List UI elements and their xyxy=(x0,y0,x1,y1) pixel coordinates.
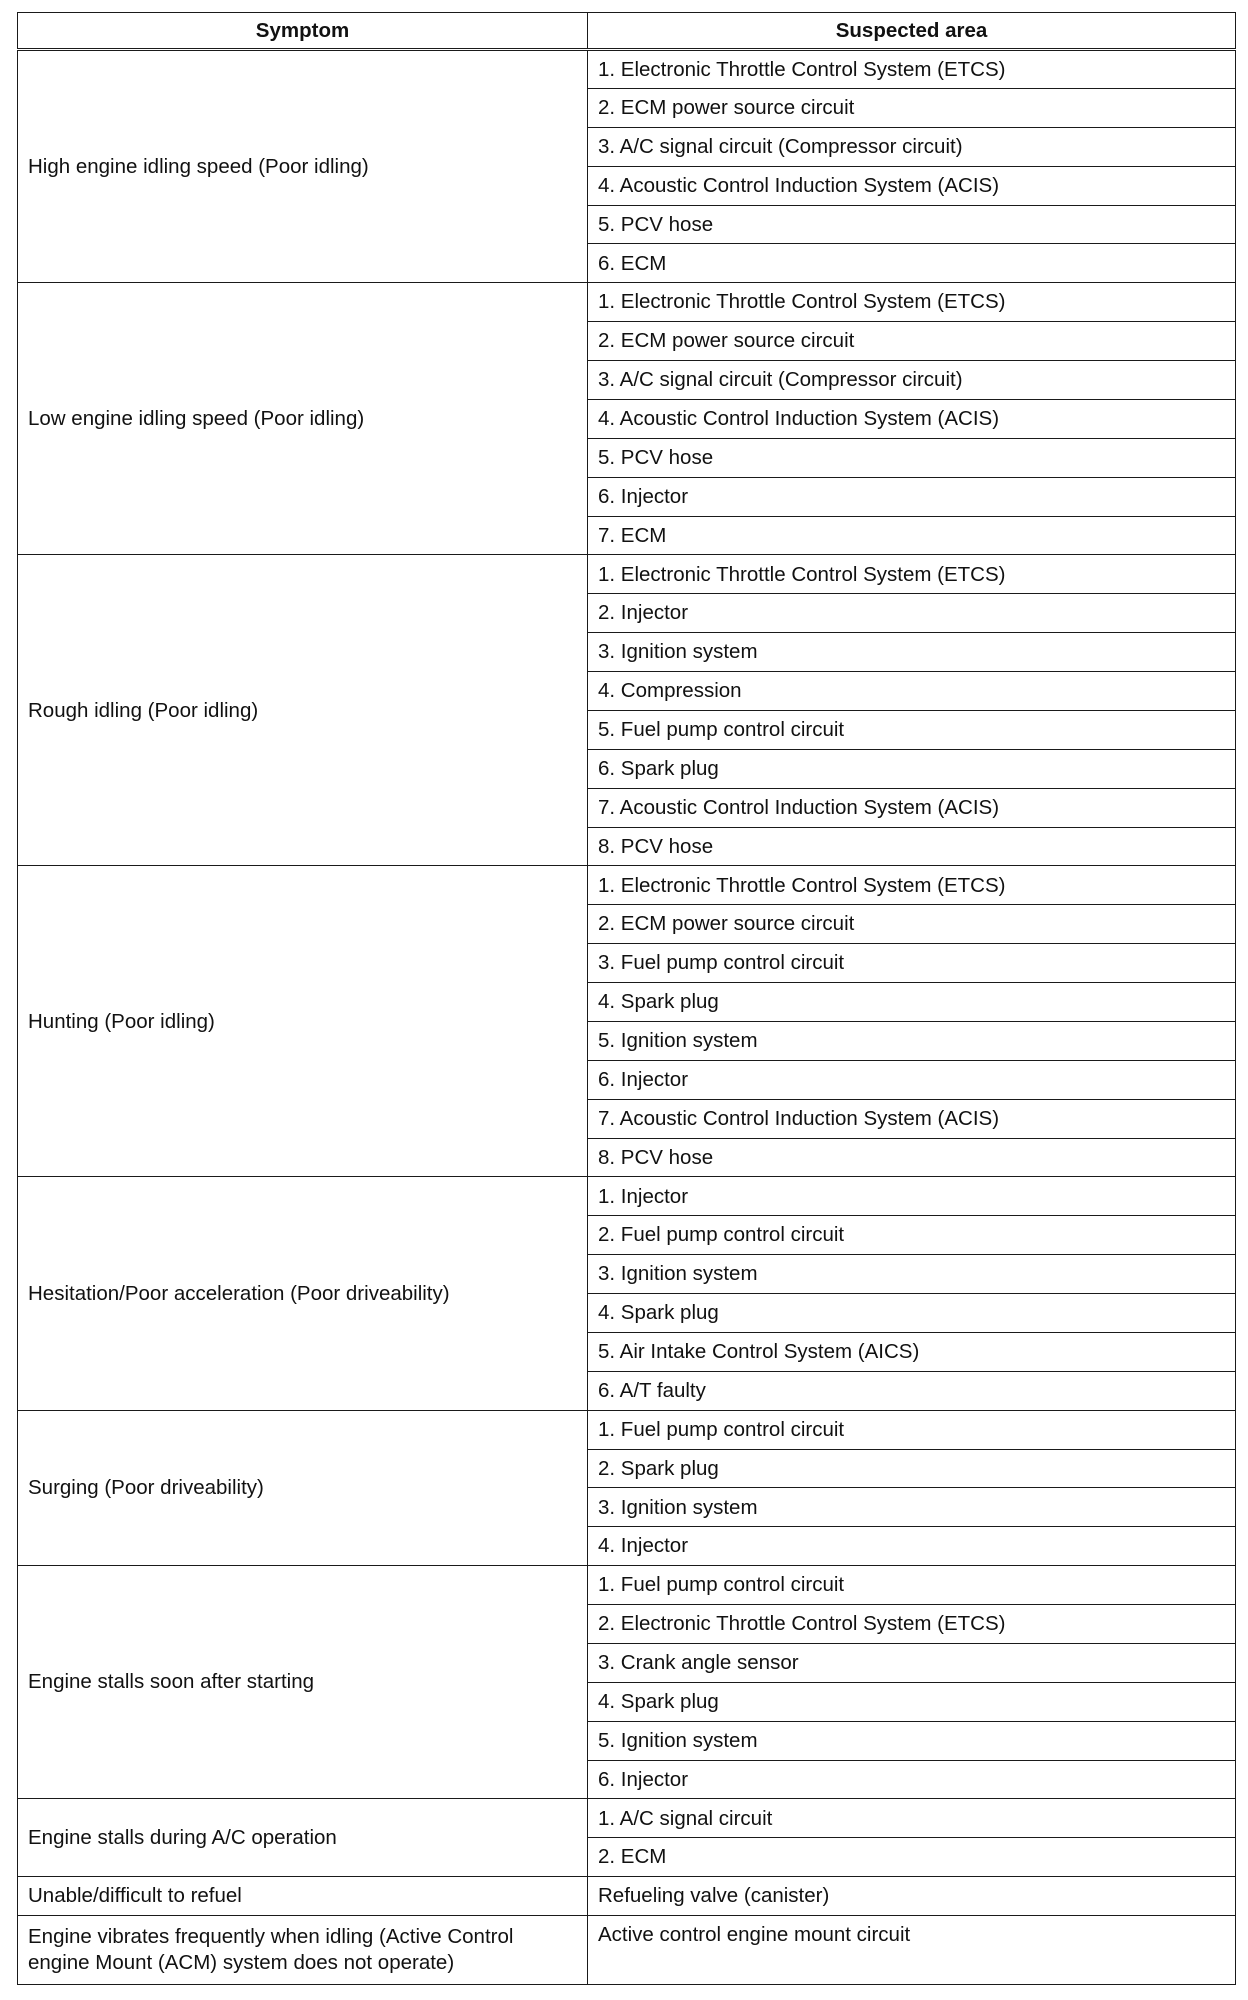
symptom-cell: Rough idling (Poor idling) xyxy=(18,555,588,866)
suspected-area-cell: 4. Acoustic Control Induction System (ACIS) xyxy=(588,166,1236,205)
suspected-area-cell: 4. Compression xyxy=(588,672,1236,711)
suspected-area-cell: 5. PCV hose xyxy=(588,438,1236,477)
suspected-area-cell: 2. ECM power source circuit xyxy=(588,88,1236,127)
suspected-area-cell: 1. Injector xyxy=(588,1177,1236,1216)
suspected-area-cell: 1. Electronic Throttle Control System (ETCS) xyxy=(588,555,1236,594)
suspected-area-cell: 1. Electronic Throttle Control System (ETCS) xyxy=(588,283,1236,322)
suspected-area-cell: 8. PCV hose xyxy=(588,1138,1236,1177)
suspected-area-cell: 5. Ignition system xyxy=(588,1721,1236,1760)
suspected-area-cell: 5. Ignition system xyxy=(588,1021,1236,1060)
suspected-area-cell: 3. A/C signal circuit (Compressor circuit) xyxy=(588,127,1236,166)
suspected-area-cell: 7. Acoustic Control Induction System (ACIS) xyxy=(588,788,1236,827)
suspected-area-cell: 3. Crank angle sensor xyxy=(588,1643,1236,1682)
symptom-cell: Engine vibrates frequently when idling (Active Control engine Mount (ACM) system does not operate) xyxy=(18,1916,588,1985)
symptom-cell: Hesitation/Poor acceleration (Poor driveability) xyxy=(18,1177,588,1410)
suspected-area-cell: 1. Fuel pump control circuit xyxy=(588,1566,1236,1605)
suspected-area-cell: 5. PCV hose xyxy=(588,205,1236,244)
table-row xyxy=(18,1877,1236,1916)
suspected-area-cell: 7. ECM xyxy=(588,516,1236,555)
header-suspected-area: Suspected area xyxy=(588,13,1236,50)
table-row xyxy=(18,50,1236,89)
suspected-area-cell: 1. A/C signal circuit xyxy=(588,1799,1236,1838)
symptom-table-sheet xyxy=(17,12,1235,1985)
suspected-area-cell: 6. ECM xyxy=(588,244,1236,283)
suspected-area-cell: 2. ECM xyxy=(588,1838,1236,1877)
suspected-area-cell: 3. Ignition system xyxy=(588,633,1236,672)
suspected-area-cell: 6. Spark plug xyxy=(588,749,1236,788)
symptom-table xyxy=(17,12,1236,1985)
suspected-area-cell: 4. Spark plug xyxy=(588,1682,1236,1721)
suspected-area-cell: 6. A/T faulty xyxy=(588,1371,1236,1410)
suspected-area-cell: 4. Injector xyxy=(588,1527,1236,1566)
table-row xyxy=(18,1566,1236,1605)
symptom-cell: Hunting (Poor idling) xyxy=(18,866,588,1177)
suspected-area-cell: 2. Spark plug xyxy=(588,1449,1236,1488)
suspected-area-cell: 2. Fuel pump control circuit xyxy=(588,1216,1236,1255)
suspected-area-cell: 2. ECM power source circuit xyxy=(588,905,1236,944)
suspected-area-cell: 6. Injector xyxy=(588,477,1236,516)
suspected-area-cell: 6. Injector xyxy=(588,1760,1236,1799)
suspected-area-cell: 1. Electronic Throttle Control System (ETCS) xyxy=(588,866,1236,905)
table-row xyxy=(18,283,1236,322)
suspected-area-cell: Refueling valve (canister) xyxy=(588,1877,1236,1916)
suspected-area-cell: 3. A/C signal circuit (Compressor circuit) xyxy=(588,361,1236,400)
suspected-area-cell: 6. Injector xyxy=(588,1060,1236,1099)
suspected-area-cell: Active control engine mount circuit xyxy=(588,1916,1236,1985)
symptom-cell: Low engine idling speed (Poor idling) xyxy=(18,283,588,555)
suspected-area-cell: 3. Ignition system xyxy=(588,1255,1236,1294)
suspected-area-cell: 1. Electronic Throttle Control System (ETCS) xyxy=(588,50,1236,89)
table-row xyxy=(18,866,1236,905)
suspected-area-cell: 5. Air Intake Control System (AICS) xyxy=(588,1332,1236,1371)
suspected-area-cell: 2. Electronic Throttle Control System (ETCS) xyxy=(588,1605,1236,1644)
suspected-area-cell: 4. Spark plug xyxy=(588,983,1236,1022)
symptom-cell: Unable/difficult to refuel xyxy=(18,1877,588,1916)
table-row xyxy=(18,1916,1236,1985)
suspected-area-cell: 3. Ignition system xyxy=(588,1488,1236,1527)
table-header-row xyxy=(18,13,1236,50)
table-row xyxy=(18,555,1236,594)
header-symptom: Symptom xyxy=(18,13,588,50)
suspected-area-cell: 7. Acoustic Control Induction System (ACIS) xyxy=(588,1099,1236,1138)
table-row xyxy=(18,1410,1236,1449)
suspected-area-cell: 2. Injector xyxy=(588,594,1236,633)
suspected-area-cell: 2. ECM power source circuit xyxy=(588,322,1236,361)
suspected-area-cell: 3. Fuel pump control circuit xyxy=(588,944,1236,983)
suspected-area-cell: 8. PCV hose xyxy=(588,827,1236,866)
suspected-area-cell: 1. Fuel pump control circuit xyxy=(588,1410,1236,1449)
suspected-area-cell: 5. Fuel pump control circuit xyxy=(588,710,1236,749)
symptom-cell: Engine stalls soon after starting xyxy=(18,1566,588,1799)
symptom-cell: Engine stalls during A/C operation xyxy=(18,1799,588,1877)
suspected-area-cell: 4. Spark plug xyxy=(588,1294,1236,1333)
symptom-cell: High engine idling speed (Poor idling) xyxy=(18,50,588,283)
table-row xyxy=(18,1799,1236,1838)
suspected-area-cell: 4. Acoustic Control Induction System (ACIS) xyxy=(588,399,1236,438)
symptom-cell: Surging (Poor driveability) xyxy=(18,1410,588,1566)
table-body xyxy=(18,50,1236,1985)
table-row xyxy=(18,1177,1236,1216)
